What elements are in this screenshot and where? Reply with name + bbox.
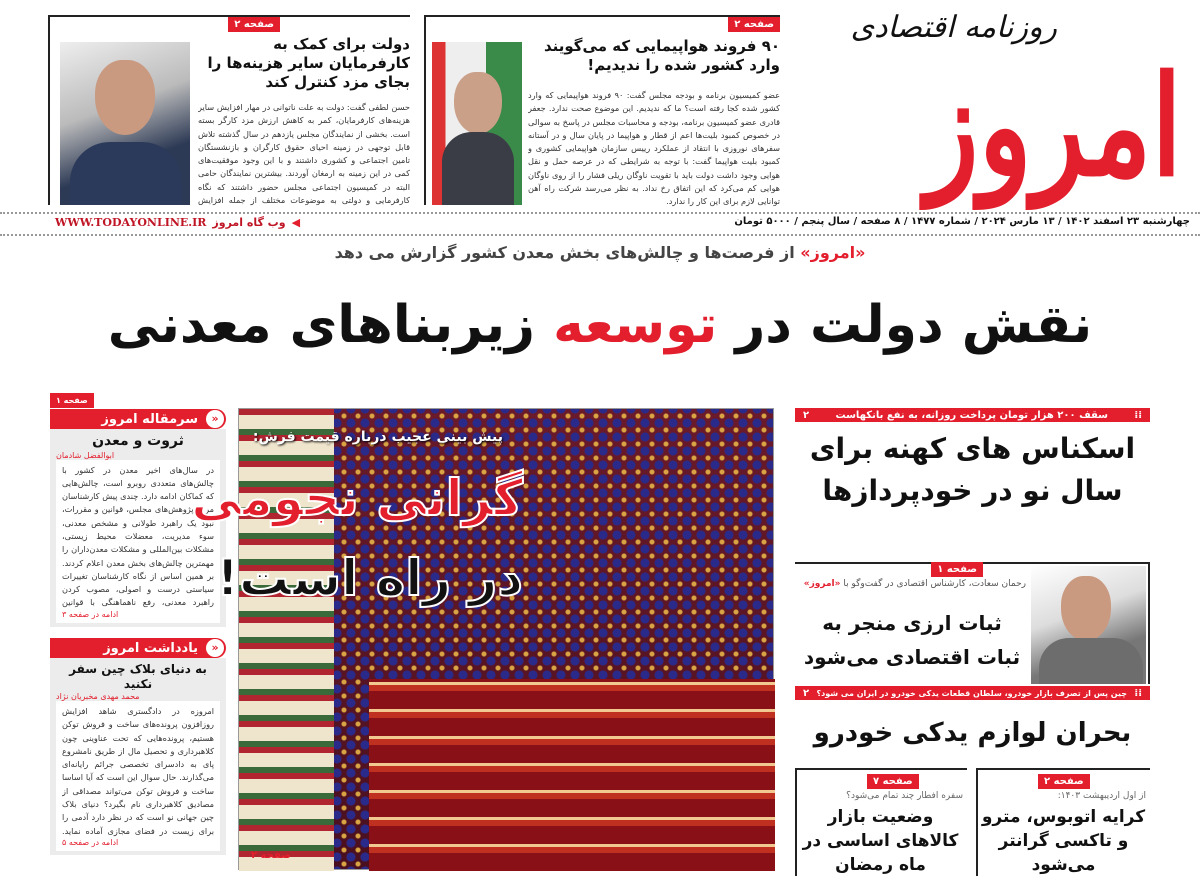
photo bbox=[432, 42, 522, 205]
interview-story[interactable] bbox=[795, 562, 1150, 684]
page-tag: صفحه ۷ bbox=[867, 774, 919, 789]
story-headline: کرایه اتوبوس، مترو و تاکسی گرانتر می‌شود bbox=[981, 807, 1146, 875]
continued-link[interactable]: ادامه در صفحه ۵ bbox=[62, 838, 119, 847]
grid-icon: ⁞⁞ bbox=[1134, 687, 1142, 699]
top-story[interactable] bbox=[48, 15, 410, 205]
arrow-icon: ◀ bbox=[291, 216, 301, 229]
top-story[interactable] bbox=[424, 15, 780, 205]
page-tag: صفحه ۲ bbox=[728, 17, 780, 32]
story-headline[interactable]: بحران لوازم یدکی خودرو bbox=[813, 718, 1132, 748]
website-label: وب گاه امروز bbox=[212, 216, 286, 229]
page-tag: صفحه ۲ bbox=[1038, 774, 1090, 789]
page-tag: صفحه ۱ bbox=[50, 393, 94, 408]
photo-headline-1: گرانی نجومی bbox=[191, 469, 523, 527]
dateline: چهارشنبه ۲۳ اسفند ۱۴۰۲ / ۱۳ مارس ۲۰۲۴ / شماره ۱۴۷۷ / ۸ صفحه / سال پنجم / ۵۰۰۰ تومان bbox=[734, 216, 1190, 227]
author: ابوالفضل شادمان bbox=[56, 450, 115, 460]
body-text: عضو کمیسیون برنامه و بودجه مجلس گفت: ۹۰ فروند هواپیمایی که وارد کشور شده کجا رفته است؟ ما که ندیدیم. این موضوع صحت ندارد. جعفر قادری عضو کمیسیون برنامه، بودجه و محاسبات مجلس در پاسخ به سوالی در خصوص کمبود بلیت‌ها اعم از قطار و هواپیما در پایان سال و در آستانه سفرهای نوروزی با انتقاد از عملکرد رییس سازمان هواپیمایی کشوری و کمبود بلیت هواپیما گفت: با توجه به شرایطی که در عرصه حمل و نقل هوایی وجود داشت دولت باید با تقویت ناوگان ریلی فشار را از روی ناوگان هوایی کم می‌کرد که این اتفاق رخ نداد. به نظر می‌رسد شرکت راه آهن توانایی لازم برای این کار را ندارد. bbox=[528, 90, 780, 207]
page-tag: صفحه ۲ bbox=[228, 17, 280, 32]
opinion-note[interactable] bbox=[50, 638, 226, 855]
editorial-title: ثروت و معدن bbox=[92, 433, 184, 449]
section-header: « سرمقاله امروز bbox=[50, 409, 226, 429]
website-url[interactable]: WWW.TODAYONLINE.IR bbox=[55, 216, 207, 229]
logo: امروز bbox=[925, 45, 1182, 207]
body-text: حسن لطفی گفت: دولت به علت ناتوانی در مهار افزایش سایر هزینه‌های کارفرمایان، کمر به کاهش ارزش مزد کارگر بسته است. بخشی از نمایندگان مجلس یازدهم در سال گذشته تلاش قابل توجهی در زمینه احیای حقوق کارگران و بازنشستگان تامین اجتماعی و کشوری داشتند و با این وجود موفقیت‌های کمی در این زمینه به ارمغان آوردند. بیشترین نمایندگان حامی البته در کمیسیون اجتماعی مجلس حضور داشتند که نگاه کارفرمایی و دولتی به موضوعات مختلف از جمله افزایش bbox=[198, 102, 410, 206]
lead-kicker: «امروز» از فرصت‌ها و چالش‌های بخش معدن کشور گزارش می دهد bbox=[334, 243, 866, 262]
masthead bbox=[792, 0, 1192, 212]
photo-story[interactable] bbox=[191, 408, 774, 870]
page-tag: صفحه ۱ bbox=[931, 562, 983, 577]
author: محمد مهدی مخبریان نژاد bbox=[56, 692, 140, 701]
teaser-bar[interactable]: ⁞⁞ سقف ۲۰۰ هزار تومان پرداخت روزانه، به نفع بانکهاست ۲ bbox=[795, 408, 1150, 422]
photo bbox=[60, 42, 190, 205]
photo-kicker: پیش بینی عجیب درباره قیمت فرش: bbox=[252, 429, 503, 445]
interview-headline: ثبات ارزی منجر به ثبات اقتصادی می‌شود bbox=[803, 611, 1021, 669]
story-kicker: سفره افطار چند تمام می‌شود؟ bbox=[846, 791, 963, 801]
logo-subtitle: روزنامه اقتصادی bbox=[850, 10, 1057, 45]
website-link[interactable] bbox=[55, 216, 300, 229]
story-kicker: از اول اردیبهشت ۱۴۰۳: bbox=[1057, 791, 1146, 801]
lead-headline[interactable]: نقش دولت در توسعه زیربناهای معدنی bbox=[107, 295, 1093, 355]
continued-link[interactable]: ادامه در صفحه ۳ bbox=[62, 609, 119, 619]
teaser-bar[interactable]: ⁞⁞ چین پس از تصرف بازار خودرو، سلطان قطعات یدکی خودرو در ایران می شود؟ ۲ bbox=[795, 686, 1150, 700]
page-tag: صفحه ۲ bbox=[251, 850, 291, 861]
interview-kicker: رحمان سعادت، کارشناس اقتصادی در گفت‌وگو با «امروز» bbox=[803, 579, 1026, 589]
photo-headline-2: در راه است! bbox=[216, 549, 523, 607]
note-title: به دنیای بلاک چین سفر نکنید bbox=[69, 662, 207, 691]
bottom-story[interactable] bbox=[795, 768, 967, 876]
story-headline[interactable]: اسکناس های کهنه برای سال نو در خودپردازها bbox=[809, 432, 1136, 507]
section-header: « یادداشت امروز bbox=[50, 638, 226, 658]
chevron-double-left-icon: « bbox=[206, 639, 224, 657]
body-text: امروزه در دادگستری شاهد افزایش روزافزون پرونده‌های ساخت و فروش توکن هستیم، پرونده‌هایی که تحت عناوینی چون کلاهبرداری و تحصیل مال از طریق نامشروع پای به دادسرای تخصصی جرائم رایانه‌ای می‌گذارند. حال سوال این است که آیا اساسا ساخت و فروش توکن می‌تواند مصداقی از مصادیق کلاهبرداری نام بگیرد؟ دنیای بلاک چین جهانی نو است که در نظر دارد آدمی را برای زیست در فضای مجازی آماده نماید. bbox=[62, 706, 214, 836]
photo bbox=[1031, 566, 1146, 684]
grid-icon: ⁞⁞ bbox=[1134, 409, 1142, 421]
headline: دولت برای کمک به کارفرمایان سایر هزینه‌ها را بجای مزد کنترل کند bbox=[207, 35, 410, 91]
story-headline: وضعیت بازار کالاهای اساسی در ماه رمضان bbox=[802, 807, 959, 875]
kicker-brand: «امروز» bbox=[800, 243, 866, 262]
body-text: در سال‌های اخیر معدن در کشور با چالش‌های متعددی روبرو است، چالش‌هایی که کماکان ادامه دارد. چندی پیش کارشناسان مرکز پژوهش‌های مجلس، قوانین و مقررات، نبود یک راهبرد طولانی و مشخص معدنی، سوء مدیریت، معضلات محیط زیستی، مشکلات بین‌المللی و مشکلات معدن‌داران را مهمترین چالش‌های بخش معدن اعلام کردند. بر همین اساس از نگاه کارشناسان تغییرات سیاستی درست و اصولی، مصوب کردن راهبرد معدنی، رفع ناهماهنگی با قوانین bbox=[62, 464, 214, 608]
carpet-stack bbox=[369, 679, 775, 871]
headline: ۹۰ فروند هواپیمایی که می‌گویند وارد کشور شده را ندیدیم! bbox=[543, 37, 780, 74]
chevron-double-left-icon: « bbox=[206, 410, 224, 428]
bottom-story[interactable] bbox=[976, 768, 1150, 876]
